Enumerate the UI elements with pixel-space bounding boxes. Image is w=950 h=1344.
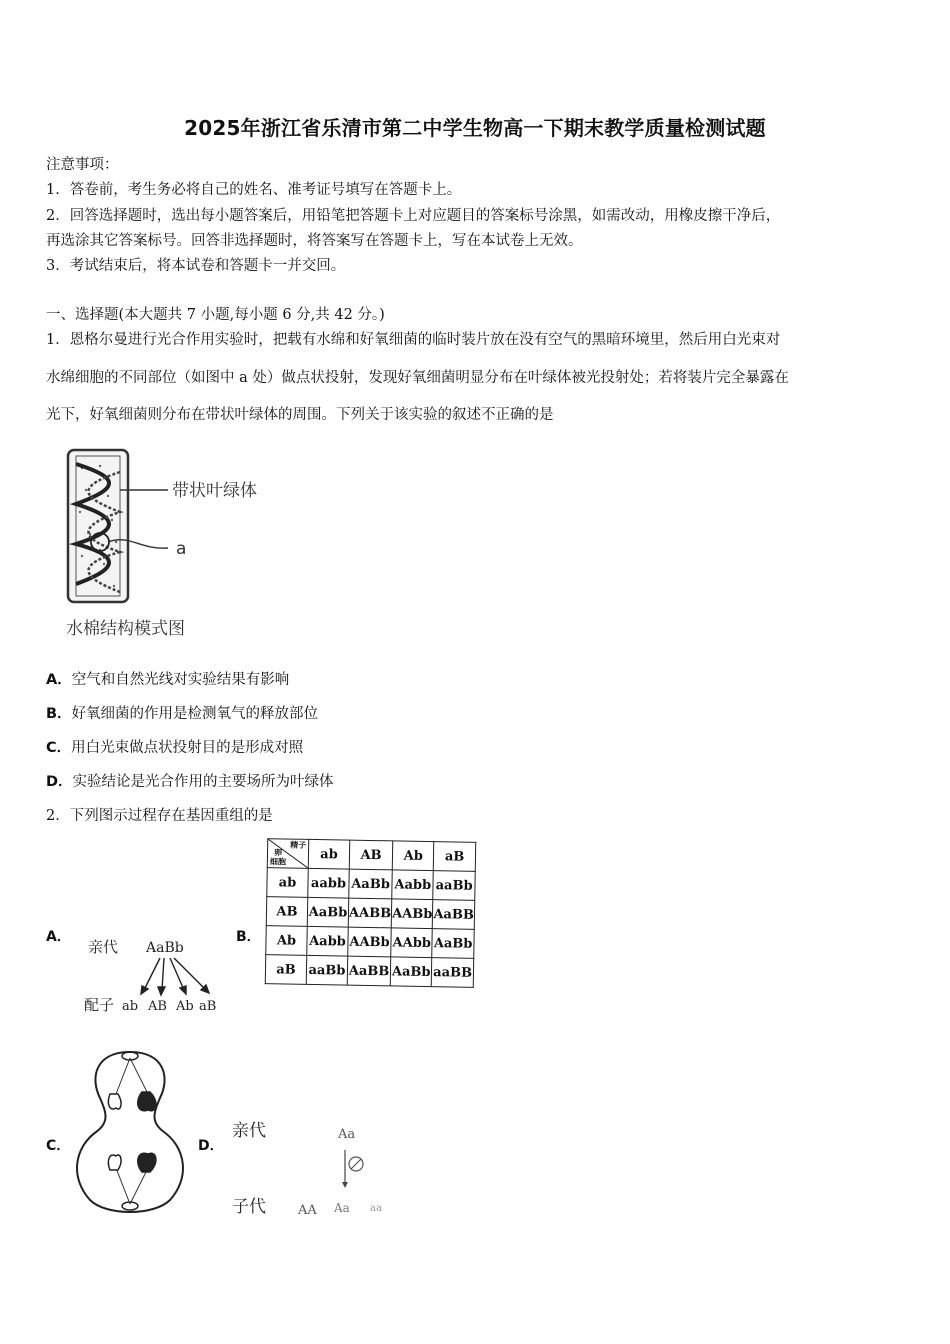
q1-option-b[interactable] [46, 702, 318, 723]
table-cell: AAbb [391, 928, 433, 958]
q2-option-d-letter[interactable]: D． [198, 1138, 224, 1154]
option-letter: D． [46, 774, 73, 790]
table-cell: AaBb [390, 957, 432, 987]
notice-item: 2．回答选择题时，选出每小题答案后，用铅笔把答题卡上对应题目的答案标号涂黑，如需改动，用橡皮擦干净后， [46, 208, 781, 224]
table-cell: aaBB [432, 958, 474, 988]
option-text: 实验结论是光合作用的主要场所为叶绿体 [72, 774, 334, 790]
page-title: 2025年浙江省乐清市第二中学生物高一下期末教学质量检测试题 [184, 116, 766, 140]
offspring-genotype: Aa [334, 1201, 350, 1215]
option-letter: C． [46, 740, 72, 756]
table-cell: AaBb [349, 869, 393, 899]
option-letter: B． [46, 706, 72, 722]
table-cell: AaBB [433, 900, 475, 930]
table-cell: AABb [391, 899, 433, 929]
row-head: aB [265, 955, 306, 985]
q1-stem-line: 1．恩格尔曼进行光合作用实验时，把载有水绵和好氧细菌的临时装片放在没有空气的黑暗环境里，然后用白光束对 [46, 332, 781, 348]
punnett-table [265, 838, 476, 988]
table-cell: AaBB [347, 956, 391, 986]
option-letter: A． [46, 672, 72, 688]
table-cell: AaBb [432, 929, 474, 959]
row-head: Ab [266, 926, 307, 956]
table-cell: Aabb [307, 926, 348, 956]
table-cell: aabb [308, 868, 349, 898]
corner-cell [267, 839, 308, 869]
table-cell: Aabb [392, 870, 434, 900]
col-head: aB [434, 842, 476, 872]
table-cell: AABb [348, 927, 392, 957]
q1-stem-line: 光下，好氧细菌则分布在带状叶绿体的周围。下列关于该实验的叙述不正确的是 [46, 407, 554, 423]
row-head: ab [267, 868, 308, 898]
cell-division-figure [70, 1048, 190, 1220]
row-head: AB [266, 897, 307, 927]
offspring-genotype: AA [298, 1203, 317, 1218]
section-heading: 一、选择题(本大题共 7 小题,每小题 6 分,共 42 分。) [46, 307, 385, 323]
corner-bottom: 卵 细胞 [269, 847, 286, 867]
notice-item: 1．答卷前，考生务必将自己的姓名、准考证号填写在答题卡上。 [46, 182, 462, 198]
gamete: aB [199, 999, 217, 1014]
label-chloroplast: 带状叶绿体 [172, 481, 257, 501]
col-head: ab [308, 839, 349, 869]
gamete-formation-diagram [82, 932, 232, 1022]
figure-caption: 水棉结构模式图 [66, 619, 185, 639]
parent-genotype: Aa [338, 1127, 356, 1142]
offspring-label: 子代 [232, 1197, 266, 1217]
option-text: 好氧细菌的作用是检测氧气的释放部位 [71, 706, 319, 722]
gamete-label: 配子 [84, 996, 115, 1014]
col-head: Ab [392, 841, 434, 871]
gamete: AB [148, 999, 167, 1014]
parent-label: 亲代 [88, 938, 119, 956]
gamete: ab [122, 999, 139, 1014]
corner-top: 精子 [290, 839, 307, 850]
table-cell: aaBb [433, 871, 475, 901]
selfing-figure [228, 1112, 398, 1222]
q2-stem: 2．下列图示过程存在基因重组的是 [46, 808, 273, 824]
q2-option-a-figure [82, 932, 232, 1022]
notice-item: 3．考试结束后，将本试卷和答题卡一并交回。 [46, 258, 346, 274]
parent-label: 亲代 [232, 1121, 266, 1141]
spirogyra-diagram [60, 438, 320, 648]
table-cell: AaBb [307, 897, 348, 927]
q1-option-d[interactable] [46, 770, 334, 791]
table-cell: aaBb [306, 955, 347, 985]
col-head: AB [349, 840, 393, 870]
q2-option-b-letter[interactable]: B． [236, 929, 261, 945]
label-a: a [176, 539, 187, 559]
q2-option-c-letter[interactable]: C． [46, 1138, 71, 1154]
option-text: 空气和自然光线对实验结果有影响 [71, 672, 290, 688]
table-cell: AABB [348, 898, 392, 928]
gamete: Ab [176, 999, 194, 1014]
selfing-diagram [228, 1112, 398, 1222]
q1-stem-line: 水绵细胞的不同部位（如图中 a 处）做点状投射，发现好氧细菌明显分布在叶绿体被光投射处；若将装片完全暴露在 [46, 370, 789, 386]
q1-option-c[interactable] [46, 736, 303, 757]
punnett-square [265, 838, 476, 988]
notice-item: 再选涂其它答案标号。回答非选择题时，将答案写在答题卡上，写在本试卷上无效。 [46, 233, 583, 249]
q2-option-a-letter[interactable]: A． [46, 929, 71, 945]
q1-option-a[interactable] [46, 668, 289, 689]
cell-division-diagram [70, 1048, 190, 1220]
parent-genotype: AaBb [146, 940, 184, 956]
option-text: 用白光束做点状投射目的是形成对照 [71, 740, 304, 756]
spirogyra-figure [60, 438, 320, 648]
notice-heading: 注意事项： [46, 157, 119, 173]
offspring-genotype: aa [370, 1203, 382, 1214]
